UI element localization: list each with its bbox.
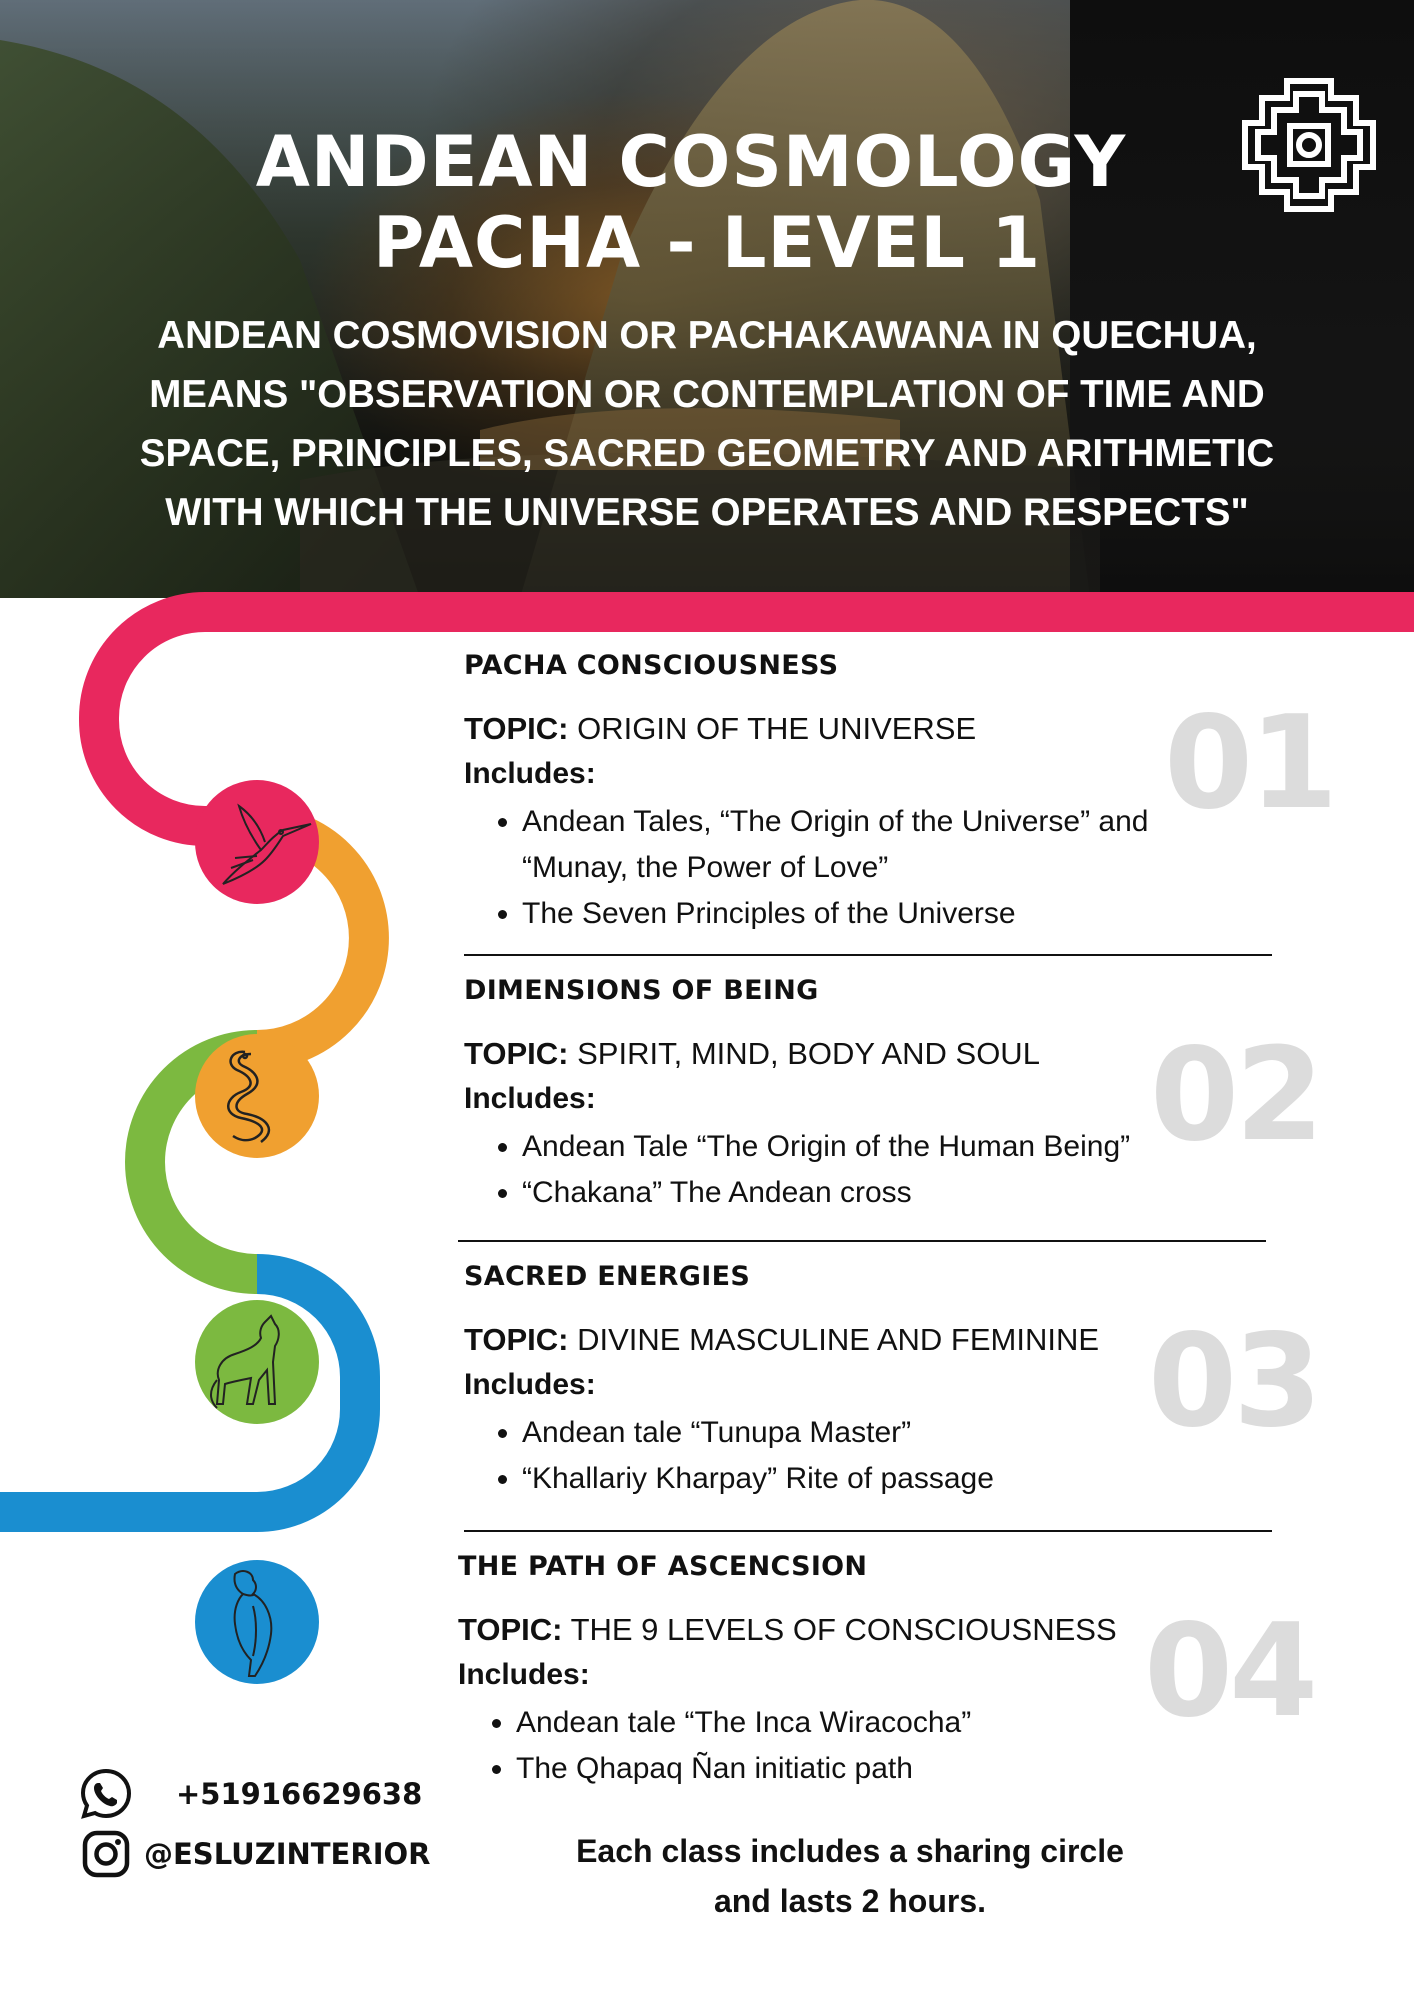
includes-label: Includes: [464, 1368, 596, 1401]
list-item: • “Khallariy Kharpay” Rite of passage [522, 1456, 1284, 1502]
divider [458, 1240, 1266, 1242]
list-item: • Andean tale “Tunupa Master” [522, 1410, 1284, 1456]
instagram-handle: @ESLUZINTERIOR [144, 1837, 431, 1871]
list-item: • “Chakana” The Andean cross [522, 1170, 1284, 1216]
subtitle-line: SPACE, PRINCIPLES, SACRED GEOMETRY AND ARITHMETIC [139, 432, 1275, 475]
topic-value: DIVINE MASCULINE AND FEMININE [577, 1322, 1100, 1357]
title-line-1: ANDEAN COSMOLOGY [255, 121, 1127, 203]
topic-line [464, 711, 1284, 747]
includes-label: Includes: [464, 1082, 596, 1115]
instagram-icon [82, 1830, 130, 1878]
title-line-2: PACHA - LEVEL 1 [372, 202, 1042, 284]
section-title: DIMENSIONS OF BEING [464, 975, 819, 1006]
topic-value: SPIRIT, MIND, BODY AND SOUL [577, 1036, 1040, 1071]
phone-contact[interactable] [80, 1768, 422, 1820]
serpent-icon [195, 1034, 319, 1158]
subtitle-line: WITH WHICH THE UNIVERSE OPERATES AND RESPECTS" [165, 491, 1249, 534]
topic-label: TOPIC: [464, 711, 569, 746]
footer-line: Each class includes a sharing circle [576, 1833, 1124, 1869]
section-1 [464, 650, 1284, 937]
list-item: • Andean Tales, “The Origin of the Universe” and “Munay, the Power of Love” [522, 799, 1242, 891]
section-number: 03 [1148, 1307, 1319, 1456]
instagram-contact[interactable] [82, 1830, 430, 1878]
section-title: SACRED ENERGIES [464, 1261, 751, 1292]
footer-line: and lasts 2 hours. [713, 1883, 987, 1919]
subtitle-line: MEANS "OBSERVATION OR CONTEMPLATION OF TIME AND [149, 373, 1265, 416]
list-item: • Andean Tale “The Origin of the Human Being” [522, 1124, 1284, 1170]
section-number: 02 [1150, 1021, 1321, 1170]
subtitle-line: ANDEAN COSMOVISION OR PACHAKAWANA IN QUECHUA, [157, 314, 1257, 357]
list-item: • Andean tale “The Inca Wiracocha” [516, 1700, 1278, 1746]
hero-banner [0, 0, 1414, 598]
condor-icon [195, 1560, 319, 1684]
section-number: 01 [1164, 689, 1335, 838]
section-title: THE PATH OF ASCENCSION [458, 1551, 868, 1582]
topic-label: TOPIC: [458, 1612, 563, 1647]
subtitle [120, 306, 1294, 542]
section-number: 04 [1144, 1597, 1315, 1746]
puma-icon [195, 1300, 319, 1424]
section-title: PACHA CONSCIOUSNESS [464, 650, 839, 681]
includes-label: Includes: [458, 1658, 590, 1691]
topic-label: TOPIC: [464, 1322, 569, 1357]
list-item: • The Seven Principles of the Universe [522, 891, 1284, 937]
include-list [464, 799, 1284, 937]
whatsapp-icon [80, 1768, 132, 1820]
phone-number: +51916629638 [176, 1777, 423, 1811]
divider [464, 954, 1272, 956]
includes-label: Includes: [464, 757, 596, 790]
topic-value: THE 9 LEVELS OF CONSCIOUSNESS [570, 1612, 1117, 1647]
footer-note [540, 1826, 1160, 1926]
divider [464, 1530, 1272, 1532]
list-item: • The Qhapaq Ñan initiatic path [516, 1746, 1278, 1792]
hummingbird-icon [195, 780, 319, 904]
topic-label: TOPIC: [464, 1036, 569, 1071]
topic-value: ORIGIN OF THE UNIVERSE [577, 711, 977, 746]
